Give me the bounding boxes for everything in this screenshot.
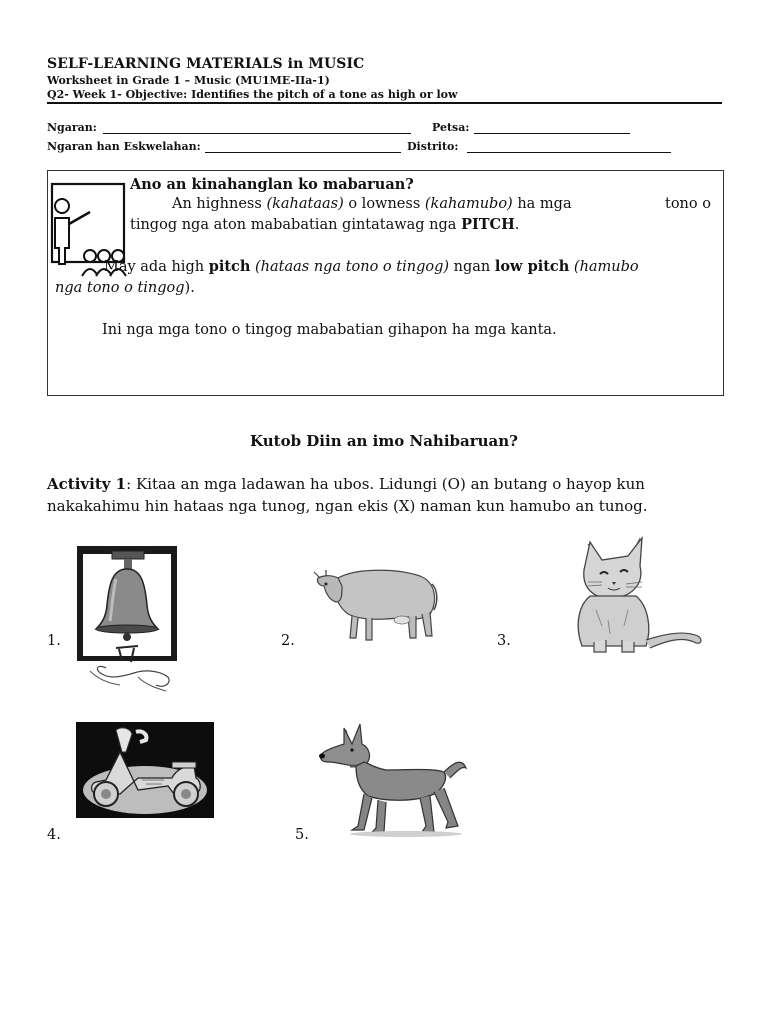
activity-text: Kitaa an mga ladawan ha ubos. Lidungi (O) an butang o hayop kun nakakahimu hin hataas nga tunog, ngan ekis (X) naman kun hamubo an tunog. xyxy=(47,475,648,515)
box-heading: Ano an kinahanglan ko mabaruan? xyxy=(130,176,414,193)
text-segment: nga tono o tingog xyxy=(55,280,185,296)
text-segment: ha mga xyxy=(512,196,572,212)
text-segment: An highness xyxy=(172,196,267,212)
bell-icon[interactable] xyxy=(76,545,178,695)
definition-line-2 xyxy=(130,216,519,233)
text-segment: o lowness xyxy=(343,196,425,212)
definition-line-1-end: tono o xyxy=(665,196,711,212)
motorcycle-icon[interactable] xyxy=(76,722,214,818)
pitch-types-line-2 xyxy=(55,280,195,296)
name-label: Ngaran: xyxy=(47,121,97,134)
text-segment: ). xyxy=(184,280,195,296)
section-title: Kutob Diin an imo Nahibaruan? xyxy=(250,432,518,450)
text-segment: low pitch xyxy=(494,258,570,275)
worksheet-subtitle: Worksheet in Grade 1 – Music (MU1ME-IIa-1) xyxy=(47,74,330,87)
text-segment: (hamubo xyxy=(569,259,639,275)
cat-icon[interactable] xyxy=(548,530,706,656)
text-segment: (kahataas) xyxy=(266,196,344,212)
date-label: Petsa: xyxy=(432,121,470,134)
text-segment: . xyxy=(514,217,520,233)
objective-line: Q2- Week 1- Objective: Identifies the pitch of a tone as high or low xyxy=(47,88,458,101)
text-segment: (hataas nga tono o tingog) xyxy=(250,259,450,275)
document-title: SELF-LEARNING MATERIALS in MUSIC xyxy=(47,56,365,72)
date-field[interactable] xyxy=(474,133,630,134)
school-field[interactable] xyxy=(205,152,401,153)
item-number: 1. xyxy=(47,633,61,649)
songs-note: Ini nga mga tono o tingog mababatian gihapon ha mga kanta. xyxy=(102,322,557,338)
pitch-keyword: PITCH xyxy=(461,216,515,233)
item-number: 4. xyxy=(47,827,61,843)
header-divider xyxy=(47,102,722,104)
item-number: 5. xyxy=(295,827,309,843)
district-field[interactable] xyxy=(467,152,671,153)
text-segment: : xyxy=(126,475,132,493)
school-label: Ngaran han Eskwelahan: xyxy=(47,140,201,153)
text-segment: ngan xyxy=(449,259,495,275)
district-label: Distrito: xyxy=(407,140,459,153)
item-number: 3. xyxy=(497,633,511,649)
text-segment: (kahamubo) xyxy=(424,196,513,212)
text-segment: tingog nga aton mababatian gintatawag nga xyxy=(130,217,462,233)
text-segment: May ada high xyxy=(104,259,209,275)
name-field[interactable] xyxy=(103,133,411,134)
item-number: 2. xyxy=(281,633,295,649)
definition-line-1 xyxy=(172,196,572,212)
activity-instructions xyxy=(47,473,727,517)
dog-icon[interactable] xyxy=(316,722,472,840)
pitch-types-line-1 xyxy=(104,258,716,275)
activity-label: Activity 1 xyxy=(47,475,127,493)
text-segment: pitch xyxy=(208,258,251,275)
cow-icon[interactable] xyxy=(312,558,442,644)
